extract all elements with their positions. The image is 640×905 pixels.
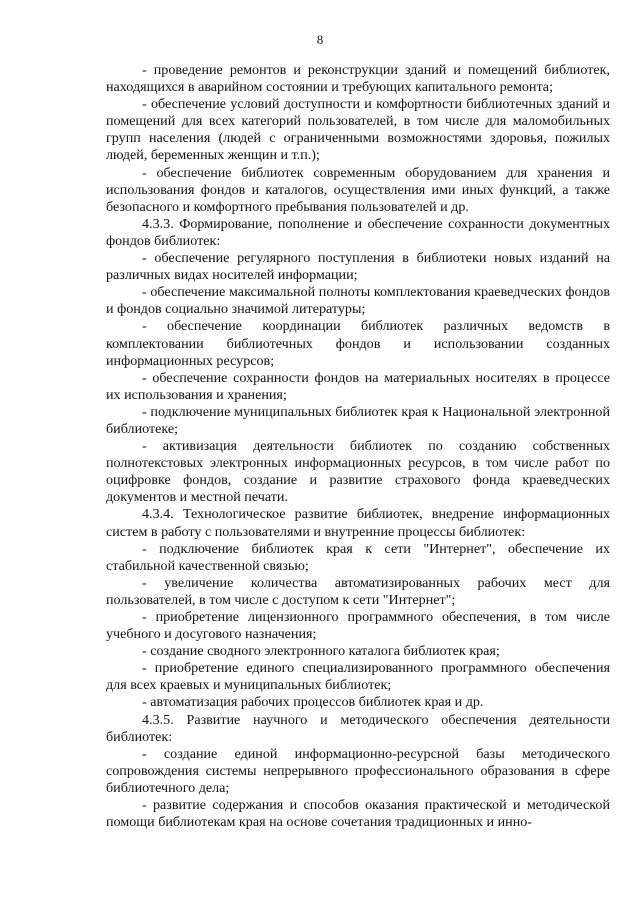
paragraph: - обеспечение максимальной полноты комплектования краеведческих фондов и фондов социально значимой литературы; — [106, 284, 610, 318]
section-heading-4-3-3: 4.3.3. Формирование, пополнение и обеспечение сохранности документных фондов библиотек: — [106, 215, 610, 249]
paragraph: - подключение муниципальных библиотек края к Национальной электронной библиотеке; — [106, 403, 610, 437]
paragraph: - проведение ремонтов и реконструкции зданий и помещений библиотек, находящихся в аварийном состоянии и требующих капитального ремонта; — [106, 62, 610, 96]
paragraph: - обеспечение условий доступности и комфортности библиотечных зданий и помещений для всех категорий пользователей, в том числе для маломобильных групп населения (людей с ограниченными возможностями здоровья, пожилых людей, беременных женщин и т.п.); — [106, 96, 610, 164]
paragraph: - обеспечение координации библиотек различных ведомств в комплектовании библиотечных фондов и использовании созданных информационных ресурсов; — [106, 318, 610, 369]
paragraph: - создание единой информационно-ресурсной базы методического сопровождения системы непрерывного профессионального образования в сфере библиотечного дела; — [106, 745, 610, 796]
paragraph: - создание сводного электронного каталога библиотек края; — [142, 643, 500, 660]
paragraph: - развитие содержания и способов оказания практической и методической помощи библиотекам края на основе сочетания традиционных и инно- — [106, 797, 610, 831]
document-body — [106, 62, 610, 831]
paragraph: - увеличение количества автоматизированных рабочих мест для пользователей, в том числе с доступом к сети "Интернет"; — [106, 574, 610, 608]
paragraph: - обеспечение библиотек современным оборудованием для хранения и использования фондов и каталогов, осуществления ими иных функций, а также безопасного и комфортного пребывания пользователей и др. — [106, 164, 610, 215]
paragraph: - обеспечение регулярного поступления в библиотеки новых изданий на различных видах носителей информации; — [106, 250, 610, 284]
paragraph: - приобретение единого специализированного программного обеспечения для всех краевых и муниципальных библиотек; — [106, 660, 610, 694]
paragraph: - активизация деятельности библиотек по созданию собственных полнотекстовых электронных информационных ресурсов, в том числе работ по оцифровке фондов, создание и развитие страхового фонда краеведческих документов и местной печати. — [106, 438, 610, 506]
paragraph: - обеспечение сохранности фондов на материальных носителях в процессе их использования и хранения; — [106, 369, 610, 403]
paragraph: - подключение библиотек края к сети "Интернет", обеспечение их стабильной качественной связью; — [106, 540, 610, 574]
paragraph: - автоматизация рабочих процессов библиотек края и др. — [142, 694, 484, 711]
paragraph: - приобретение лицензионного программного обеспечения, в том числе учебного и досугового назначения; — [106, 609, 610, 643]
section-heading-4-3-4: 4.3.4. Технологическое развитие библиотек, внедрение информационных систем в работу с пользователями и внутренние процессы библиотек: — [106, 506, 610, 540]
section-heading-4-3-5: 4.3.5. Развитие научного и методического обеспечения деятельности библиотек: — [106, 711, 610, 745]
page-number: 8 — [316, 32, 324, 47]
